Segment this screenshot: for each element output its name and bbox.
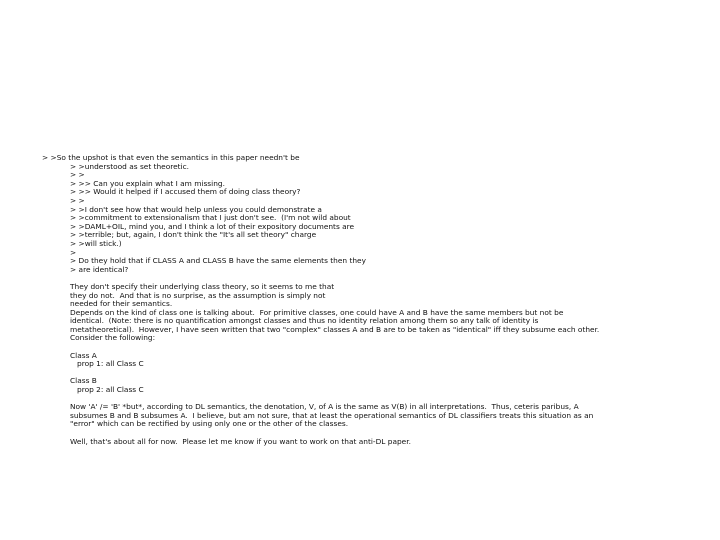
closing-line: Well, that's about all for now. Please let me know if you want to work on that anti-DL paper. bbox=[70, 436, 411, 446]
reply-line: Depends on the kind of class one is talking about. For primitive classes, one could have A and B have the same members but not be bbox=[70, 307, 564, 317]
reply-line: "error" which can be rectified by using only one or the other of the classes. bbox=[70, 419, 349, 429]
paragraph-gap bbox=[70, 369, 702, 378]
quoted-line: > >> Can you explain what I am missing. bbox=[70, 178, 225, 188]
reply-line: metatheoretical). However, I have seen written that two "complex" classes A and B are to be taken as "identical" iff they subsume each other. bbox=[70, 324, 600, 334]
class-b-definition bbox=[70, 377, 702, 394]
reply-paragraph bbox=[70, 403, 702, 429]
class-line: Class B bbox=[70, 376, 97, 386]
quoted-line: > >So the upshot is that even the semantics in this paper needn't be bbox=[42, 153, 300, 162]
quoted-line: > >DAML+OIL, mind you, and I think a lot of their expository documents are bbox=[70, 221, 355, 231]
quoted-line: > >I don't see how that would help unless you could demonstrate a bbox=[70, 204, 322, 214]
class-a-definition bbox=[70, 352, 702, 369]
class-line: prop 1: all Class C bbox=[70, 359, 144, 369]
quoted-line: > >> Would it helped if I accused them of doing class theory? bbox=[70, 187, 301, 197]
reply-paragraph bbox=[70, 283, 702, 343]
quoted-line: > Do they hold that if CLASS A and CLASS B have the same elements then they bbox=[70, 256, 366, 266]
quoted-line: > bbox=[70, 247, 77, 257]
quoted-line: > >commitment to extensionalism that I just don't see. (I'm not wild about bbox=[70, 213, 351, 223]
reply-line: they do not. And that is no surprise, as the assumption is simply not bbox=[70, 290, 326, 300]
quoted-line: > >terrible; but, again, I don't think the "It's all set theory" charge bbox=[70, 230, 317, 240]
quoted-block bbox=[42, 163, 702, 447]
reply-line: They don't specify their underlying class theory, so it seems to me that bbox=[70, 281, 335, 291]
quoted-line: > >will stick.) bbox=[70, 238, 122, 248]
class-line: prop 2: all Class C bbox=[70, 385, 144, 395]
reply-line: Consider the following: bbox=[70, 333, 156, 343]
reply-line: identical. (Note: there is no quantification amongst classes and thus no identity relation among them so any talk of identity is bbox=[70, 316, 539, 326]
quoted-line: > > bbox=[70, 195, 85, 205]
class-line: Class A bbox=[70, 350, 97, 360]
reply-line: subsumes B and B subsumes A. I believe, but am not sure, that at least the operational semantics of DL classifiers treats this situation as an bbox=[70, 410, 594, 420]
quoted-line: > >understood as set theoretic. bbox=[70, 161, 190, 171]
email-body bbox=[42, 154, 702, 446]
reply-line: Now 'A' /= 'B' *but*, according to DL semantics, the denotation, V, of A is the same as V(B) in all interpretations. Thus, ceteris paribus, A bbox=[70, 402, 579, 412]
quoted-line: > are identical? bbox=[70, 264, 129, 274]
quoted-line: > > bbox=[70, 170, 85, 180]
reply-line: needed for their semantics. bbox=[70, 299, 173, 309]
paragraph-gap bbox=[70, 343, 702, 352]
